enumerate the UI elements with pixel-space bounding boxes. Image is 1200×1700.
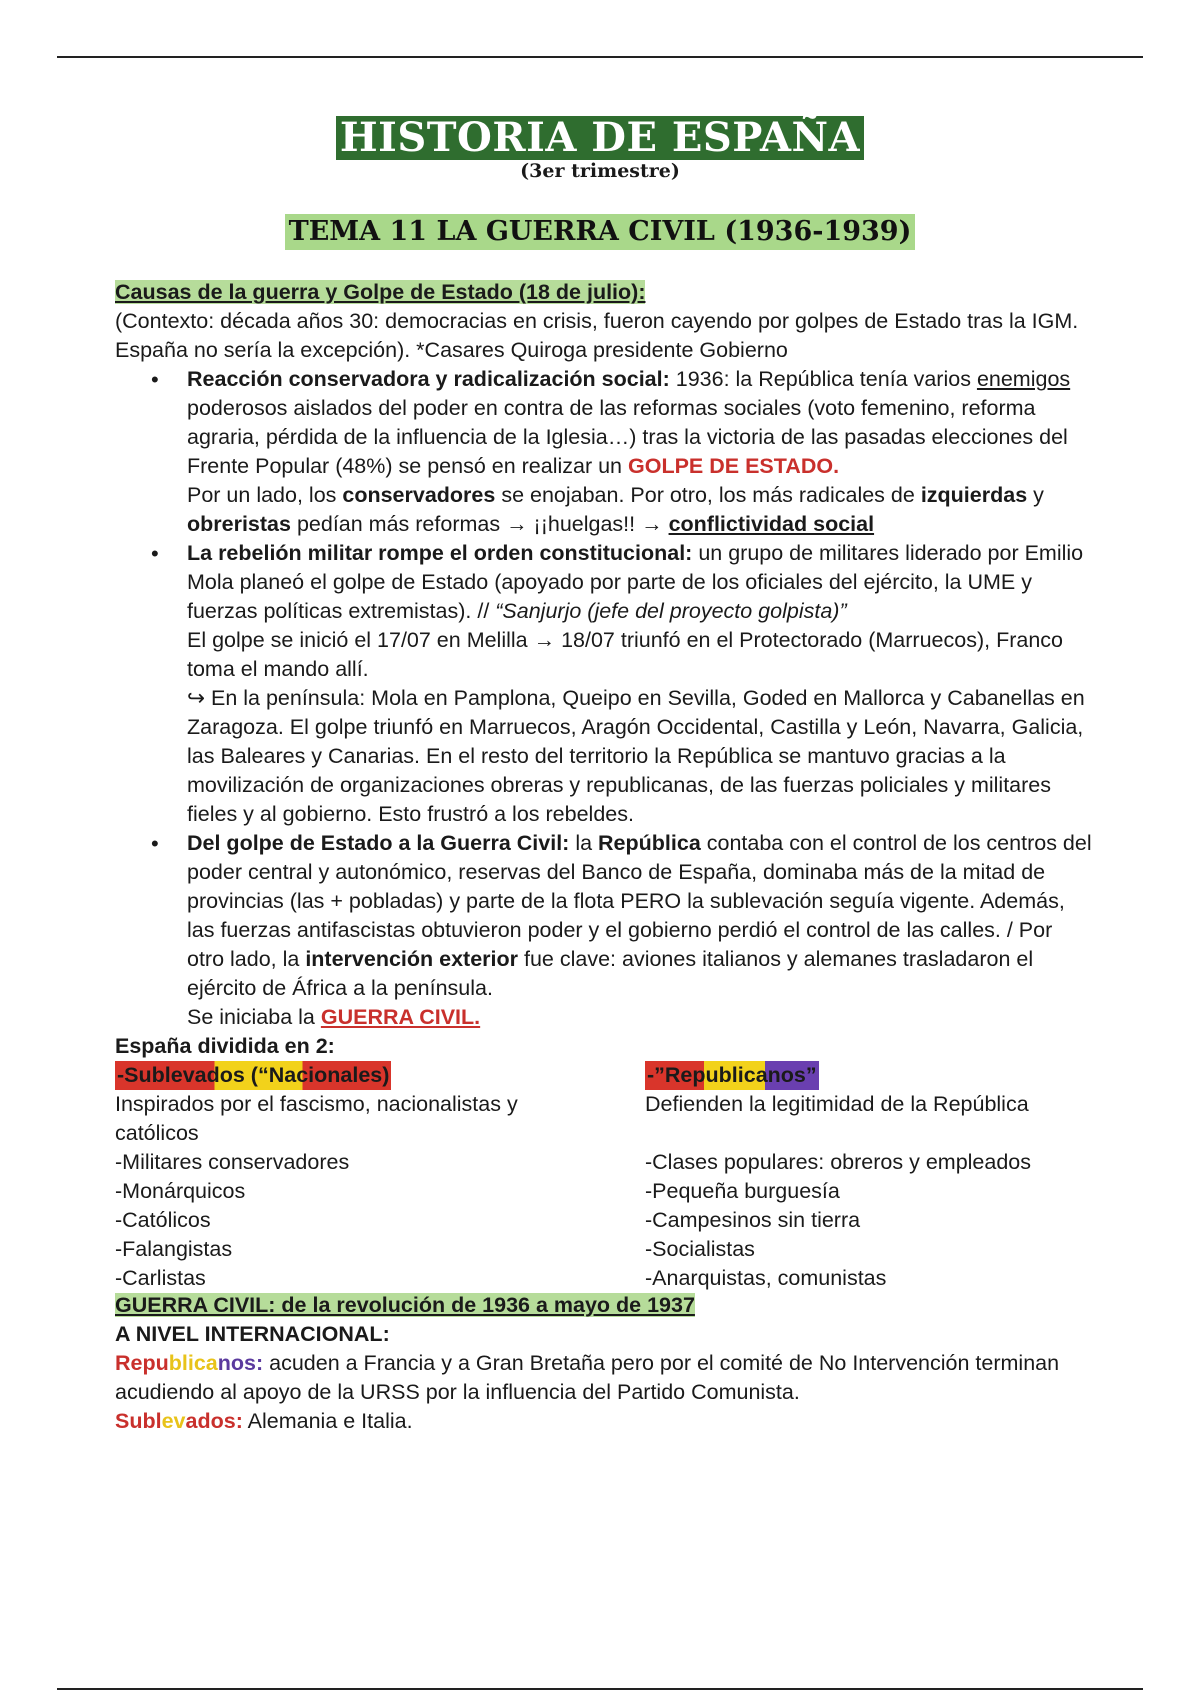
sublevados-description: Inspirados por el fascismo, nacionalistas y católicos	[115, 1092, 518, 1145]
page-title: HISTORIA DE ESPAÑA	[336, 116, 864, 160]
republicanos-international: Republicanos: acuden a Francia y a Gran Bretaña pero por el comité de No Intervención terminan acudiendo al apoyo de la URSS por la influencia del Partido Comunista.	[115, 1351, 1060, 1404]
list-item: -Pequeña burguesía	[645, 1179, 840, 1203]
guerra-heading: GUERRA CIVIL: de la revolución de 1936 a mayo de 1937	[115, 1293, 695, 1317]
list-item: -Falangistas	[115, 1237, 233, 1261]
causas-heading-line	[115, 278, 1095, 307]
page-subtitle: (3er trimestre)	[520, 160, 680, 182]
list-item: • Del golpe de Estado a la Guerra Civil: la República contaba con el control de los centros del poder central y autonómico, reservas del Banco de España, dominaba más de la mitad de provincias (las + pobladas) y parte de la flota PERO la sublevación seguía vigente. Además, las fuerzas antifascistas obtuvieron poder y el gobierno perdió el control de las calles. / Por otro lado, la intervención exterior fue clave: aviones italianos y alemanes trasladaron el ejército de África a la península. Se iniciaba la GUERRA CIVIL.	[187, 829, 1095, 1032]
list-item: -Católicos	[115, 1208, 211, 1232]
list-item: -Anarquistas, comunistas	[645, 1266, 887, 1290]
sanjurjo-quote: “Sanjurjo (jefe del proyecto golpista)”	[495, 599, 847, 623]
guerra-heading-line	[115, 1291, 1095, 1320]
division-heading: España dividida en 2:	[115, 1034, 335, 1058]
guerra-civil-term: GUERRA CIVIL.	[320, 1005, 481, 1029]
conflictividad-term: conflictividad social	[668, 512, 875, 536]
title-block	[0, 116, 1200, 160]
internacional-heading: A NIVEL INTERNACIONAL:	[115, 1322, 390, 1346]
list-item: -Campesinos sin tierra	[645, 1208, 861, 1232]
tema-block	[0, 214, 1200, 250]
bullet-lead: Del golpe de Estado a la Guerra Civil:	[187, 831, 570, 855]
top-rule	[57, 56, 1143, 58]
list-item: -Carlistas	[115, 1266, 206, 1290]
causas-list	[115, 365, 1095, 1032]
republicanos-column	[645, 1061, 1115, 1293]
list-item: -Militares conservadores	[115, 1150, 350, 1174]
republicanos-label: -”Republicanos”	[645, 1061, 819, 1090]
list-item: -Monárquicos	[115, 1179, 246, 1203]
bullet-lead: La rebelión militar rompe el orden constitucional:	[187, 541, 693, 565]
republicanos-description: Defienden la legitimidad de la República	[645, 1092, 1029, 1116]
list-item: -Socialistas	[645, 1237, 755, 1261]
context-paragraph: (Contexto: década años 30: democracias en crisis, fueron cayendo por golpes de Estado tras la IGM. España no sería la excepción). *Casares Quiroga presidente Gobierno	[115, 309, 1079, 362]
enemigos-term: enemigos	[976, 367, 1071, 391]
sides-comparison	[115, 1061, 1095, 1290]
bullet-lead: Reacción conservadora y radicalización social:	[187, 367, 670, 391]
document-body	[115, 278, 1095, 1436]
sublevados-label: -Sublevados (“Nacionales)	[115, 1061, 391, 1090]
list-item: • La rebelión militar rompe el orden constitucional: un grupo de militares liderado por Emilio Mola planeó el golpe de Estado (apoyado por parte de los oficiales del ejército, la UME y fuerzas políticas extremistas). // “Sanjurjo (jefe del proyecto golpista)” El golpe se inició el 17/07 en Melilla → 18/07 triunfó en el Protectorado (Marruecos), Franco toma el mando allí. ↪ En la península: Mola en Pamplona, Queipo en Sevilla, Goded en Mallorca y Cabanellas en Zaragoza. El golpe triunfó en Marruecos, Aragón Occidental, Castilla y León, Navarra, Galicia, las Baleares y Canarias. En el resto del territorio la República se mantuvo gracias a la movilización de organizaciones obreras y republicanas, de las fuerzas policiales y militares fieles y al gobierno. Esto frustró a los rebeldes.	[187, 539, 1095, 829]
tema-title: TEMA 11 LA GUERRA CIVIL (1936-1939)	[285, 214, 916, 250]
golpe-term: GOLPE DE ESTADO.	[628, 454, 840, 478]
list-item: -Clases populares: obreros y empleados	[645, 1150, 1032, 1174]
sublevados-international: Sublevados: Alemania e Italia.	[115, 1409, 413, 1433]
bottom-rule	[57, 1688, 1143, 1690]
sublevados-column	[115, 1061, 585, 1293]
list-item: • Reacción conservadora y radicalización social: 1936: la República tenía varios enemigos poderosos aislados del poder en contra de las reformas sociales (voto femenino, reforma agraria, pérdida de la influencia de la Iglesia…) tras la victoria de las pasadas elecciones del Frente Popular (48%) se pensó en realizar un GOLPE DE ESTADO. Por un lado, los conservadores se enojaban. Por otro, los más radicales de izquierdas y obreristas pedían más reformas → ¡¡huelgas!! → conflictividad social	[187, 365, 1095, 539]
causas-heading: Causas de la guerra y Golpe de Estado (18 de julio):	[115, 280, 646, 304]
